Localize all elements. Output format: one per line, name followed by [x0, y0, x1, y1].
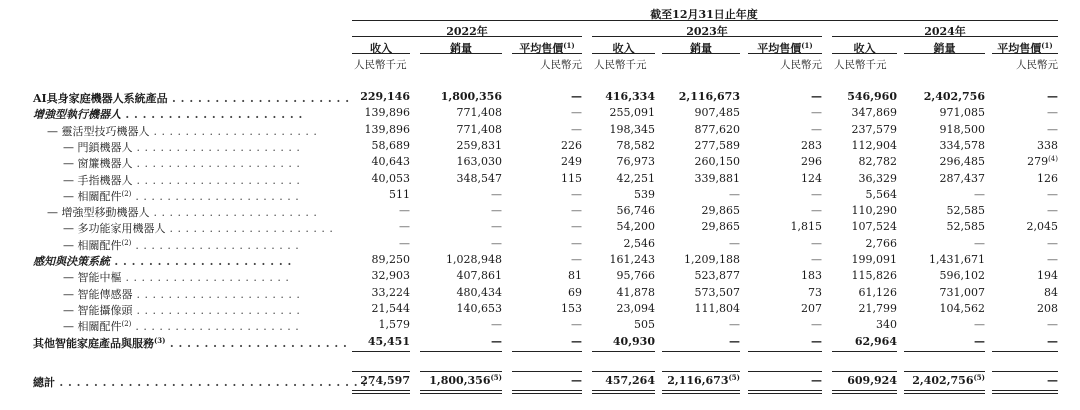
table-cell: 54,200 — [616, 220, 655, 233]
leader-dots: . . . . . . . . . . . . . . . . . . . . . — [149, 125, 318, 138]
table-cell: — — [491, 220, 502, 233]
table-cell: 2,116,673 — [678, 90, 740, 103]
leader-dots: . . . . . . . . . . . . . . . . . . . . . — [131, 190, 300, 203]
leader-dots: . . . . . . . . . . . . . . . . . . . . . — [149, 206, 318, 219]
leader-dots: . . . . . . . . . . . . . . . . . . . . . — [121, 271, 290, 284]
table-cell: 33,224 — [371, 286, 410, 299]
year-rule — [832, 36, 1058, 37]
table-cell: 1,028,948 — [446, 253, 502, 266]
table-cell: 283 — [801, 139, 822, 152]
column-rule — [904, 53, 985, 54]
table-cell: 771,408 — [456, 106, 502, 119]
column-header: 收入 — [853, 42, 876, 55]
table-cell: — — [571, 90, 582, 103]
column-rule — [592, 53, 655, 54]
table-cell: — — [974, 237, 985, 250]
row-label — [33, 155, 338, 171]
table-cell: 183 — [801, 269, 822, 282]
leader-dots: . . . . . . . . . . . . . . . . . . . . . — [165, 222, 334, 235]
total-cell: — — [571, 374, 582, 387]
table-cell: 115 — [561, 172, 582, 185]
subtotal-rule — [832, 351, 897, 352]
table-cell: — — [729, 237, 740, 250]
table-cell: 52,585 — [946, 204, 985, 217]
table-cell: 199,091 — [851, 253, 897, 266]
table-cell: — — [811, 204, 822, 217]
total-cell: — — [811, 374, 822, 387]
table-cell: 40,930 — [612, 335, 655, 348]
leader-dots: . . . . . . . . . . . . . . . . . . . . . — [167, 92, 350, 105]
table-cell: 42,251 — [616, 172, 655, 185]
row-label — [33, 237, 338, 253]
table-cell: 21,544 — [371, 302, 410, 315]
total-double-rule — [592, 390, 655, 394]
table-cell: — — [811, 90, 822, 103]
table-cell: 340 — [876, 318, 897, 331]
total-top-rule — [832, 371, 897, 372]
unit-label: 人民幣元 — [1016, 59, 1058, 71]
row-label-text: — 智能中樞 — [63, 271, 122, 284]
row-label — [33, 106, 338, 122]
year-header: 2022年 — [446, 25, 488, 38]
column-header: 平均售價$^{(1)}$ — [519, 41, 575, 55]
table-cell: — — [491, 237, 502, 250]
column-rule — [352, 53, 410, 54]
unit-label: 人民幣元 — [540, 59, 582, 71]
subtotal-rule — [748, 351, 822, 352]
table-cell: — — [729, 318, 740, 331]
table-cell: 23,094 — [616, 302, 655, 315]
table-cell: 52,585 — [946, 220, 985, 233]
row-label — [33, 302, 338, 318]
row-label-text: — 相關配件$^{(2)}$ — [63, 190, 132, 203]
column-header: 收入 — [612, 42, 635, 55]
row-label — [33, 318, 338, 334]
table-cell: — — [811, 106, 822, 119]
table-cell: 511 — [389, 188, 410, 201]
table-cell: 2,766 — [865, 237, 897, 250]
table-cell: — — [571, 318, 582, 331]
table-cell: 1,579 — [378, 318, 410, 331]
column-rule — [992, 53, 1058, 54]
table-cell: 41,878 — [616, 286, 655, 299]
total-double-rule — [352, 390, 410, 394]
total-double-rule — [904, 390, 985, 394]
table-cell: — — [811, 318, 822, 331]
subtotal-rule — [352, 351, 410, 352]
unit-label: 人民幣千元 — [354, 59, 407, 71]
table-cell: 347,869 — [851, 106, 897, 119]
table-cell: — — [811, 188, 822, 201]
row-label — [33, 123, 338, 139]
column-header: 銷量 — [933, 42, 956, 55]
leader-dots: . . . . . . . . . . . . . . . . . . . . . . . . . . . . . . . . . . . . . — [55, 376, 376, 389]
total-top-rule — [904, 371, 985, 372]
table-cell: 107,524 — [851, 220, 897, 233]
table-cell: 112,904 — [851, 139, 897, 152]
row-label-text: 感知與決策系統 — [33, 255, 110, 268]
row-label-text: — 窗簾機器人 — [63, 157, 133, 170]
column-rule — [832, 53, 897, 54]
table-cell: 139,896 — [364, 123, 410, 136]
year-header: 2023年 — [686, 25, 728, 38]
table-cell: 279$^{(4)}$ — [1027, 155, 1058, 168]
table-cell: 126 — [1037, 172, 1058, 185]
table-cell: 69 — [568, 286, 582, 299]
row-label — [33, 335, 348, 351]
row-label-text: 其他智能家庭產品與服務$^{(3)}$ — [33, 336, 166, 350]
table-cell: 115,826 — [851, 269, 897, 282]
total-top-rule — [512, 371, 582, 372]
leader-dots: . . . . . . . . . . . . . . . . . . . . . — [132, 141, 301, 154]
table-cell: 523,877 — [694, 269, 740, 282]
table-cell: 407,861 — [456, 269, 502, 282]
table-cell: 76,973 — [616, 155, 655, 168]
total-top-rule — [352, 371, 410, 372]
row-label — [33, 188, 338, 204]
table-cell: — — [571, 106, 582, 119]
table-cell: 29,865 — [701, 204, 740, 217]
total-cell: 2,116,673$^{(5)}$ — [667, 373, 740, 387]
column-header: 平均售價$^{(1)}$ — [997, 41, 1053, 55]
table-cell: 124 — [801, 172, 822, 185]
table-cell: — — [974, 188, 985, 201]
row-label-text: AI具身家庭機器人系統產品 — [33, 92, 168, 105]
table-cell: 81 — [568, 269, 582, 282]
table-cell: — — [811, 253, 822, 266]
table-cell: 229,146 — [360, 90, 410, 103]
row-label-text: — 多功能家用機器人 — [63, 222, 166, 235]
table-cell: 194 — [1037, 269, 1058, 282]
table-cell: 596,102 — [939, 269, 985, 282]
table-cell: — — [399, 220, 410, 233]
table-cell: — — [571, 335, 582, 348]
row-label — [33, 269, 338, 285]
table-cell: 226 — [561, 139, 582, 152]
total-top-rule — [420, 371, 502, 372]
table-cell: 1,800,356 — [440, 90, 502, 103]
subtotal-rule — [904, 351, 985, 352]
table-cell: — — [1047, 123, 1058, 136]
table-cell: — — [399, 237, 410, 250]
table-cell: — — [1047, 106, 1058, 119]
total-double-rule — [512, 390, 582, 394]
table-cell: 546,960 — [847, 90, 897, 103]
table-cell: 40,053 — [371, 172, 410, 185]
table-cell: — — [571, 237, 582, 250]
table-cell: 573,507 — [694, 286, 740, 299]
total-cell: 274,597 — [360, 374, 410, 387]
table-cell: — — [491, 188, 502, 201]
table-cell: 277,589 — [694, 139, 740, 152]
table-cell: 56,746 — [616, 204, 655, 217]
table-cell: 771,408 — [456, 123, 502, 136]
table-cell: 140,653 — [456, 302, 502, 315]
row-label-text: — 門鎖機器人 — [63, 141, 133, 154]
unit-label: 人民幣千元 — [834, 59, 887, 71]
column-header: 平均售價$^{(1)}$ — [757, 41, 813, 55]
total-cell: 609,924 — [847, 374, 897, 387]
row-label-text: 增強型執行機器人 — [33, 108, 121, 121]
column-rule — [420, 53, 502, 54]
table-cell: 207 — [801, 302, 822, 315]
total-top-rule — [662, 371, 740, 372]
table-cell: — — [571, 253, 582, 266]
row-label — [33, 139, 338, 155]
table-cell: — — [491, 318, 502, 331]
table-cell: 237,579 — [851, 123, 897, 136]
column-rule — [512, 53, 582, 54]
table-cell: 36,329 — [858, 172, 897, 185]
total-label-text: 總計 — [33, 376, 55, 389]
column-rule — [662, 53, 740, 54]
table-cell: 2,546 — [623, 237, 655, 250]
row-label-text: — 智能攝像頭 — [63, 304, 133, 317]
table-cell: 1,431,671 — [929, 253, 985, 266]
subtotal-rule — [992, 351, 1058, 352]
table-cell: 505 — [634, 318, 655, 331]
table-cell: — — [1047, 90, 1058, 103]
table-cell: 21,799 — [858, 302, 897, 315]
table-cell: 338 — [1037, 139, 1058, 152]
leader-dots: . . . . . . . . . . . . . . . . . . . . . — [131, 239, 300, 252]
table-cell: 348,547 — [456, 172, 502, 185]
leader-dots: . . . . . . . . . . . . . . . . . . . . . — [132, 288, 301, 301]
table-cell: 249 — [561, 155, 582, 168]
total-top-rule — [992, 371, 1058, 372]
table-cell: 45,451 — [367, 335, 410, 348]
column-header: 銷量 — [690, 42, 712, 55]
unit-label: 人民幣千元 — [594, 59, 647, 71]
table-cell: — — [571, 204, 582, 217]
row-label-text: — 相關配件$^{(2)}$ — [63, 320, 132, 333]
table-cell: 95,766 — [616, 269, 655, 282]
table-cell: 161,243 — [609, 253, 655, 266]
table-cell: 255,091 — [609, 106, 655, 119]
table-cell: 731,007 — [939, 286, 985, 299]
table-cell: 198,345 — [609, 123, 655, 136]
table-cell: — — [1047, 204, 1058, 217]
row-label-text: — 手指機器人 — [63, 174, 133, 187]
table-cell: — — [491, 335, 502, 348]
leader-dots: . . . . . . . . . . . . . . . . . . . . . — [165, 337, 348, 350]
table-cell: — — [571, 220, 582, 233]
table-cell: 78,582 — [616, 139, 655, 152]
total-double-rule — [832, 390, 897, 394]
leader-dots: . . . . . . . . . . . . . . . . . . . . . — [132, 157, 301, 170]
table-cell: 208 — [1037, 302, 1058, 315]
subtotal-rule — [592, 351, 655, 352]
table-cell: — — [1047, 253, 1058, 266]
table-cell: 29,865 — [701, 220, 740, 233]
table-cell: 2,045 — [1026, 220, 1058, 233]
table-cell: 58,689 — [371, 139, 410, 152]
table-cell: — — [491, 204, 502, 217]
leader-dots: . . . . . . . . . . . . . . . . . . . . . — [132, 174, 301, 187]
table-cell: 296 — [801, 155, 822, 168]
table-cell: 539 — [634, 188, 655, 201]
title-rule — [352, 20, 1058, 21]
table-cell: 111,804 — [694, 302, 740, 315]
table-cell: 139,896 — [364, 106, 410, 119]
row-label-text: — 智能傳感器 — [63, 288, 133, 301]
total-double-rule — [748, 390, 822, 394]
table-cell: 416,334 — [605, 90, 655, 103]
row-label-text: — 相關配件$^{(2)}$ — [63, 239, 132, 252]
subtotal-rule — [420, 351, 502, 352]
table-cell: 153 — [561, 302, 582, 315]
table-cell: 259,831 — [456, 139, 502, 152]
total-top-rule — [748, 371, 822, 372]
unit-label: 人民幣元 — [780, 59, 822, 71]
table-cell: 334,578 — [939, 139, 985, 152]
table-cell: — — [811, 123, 822, 136]
table-cell: 104,562 — [939, 302, 985, 315]
row-label — [33, 172, 338, 188]
table-cell: 296,485 — [939, 155, 985, 168]
total-top-rule — [592, 371, 655, 372]
year-rule — [352, 36, 582, 37]
table-cell: — — [399, 204, 410, 217]
total-label — [33, 374, 376, 390]
table-cell: 32,903 — [371, 269, 410, 282]
table-cell: 73 — [808, 286, 822, 299]
total-double-rule — [420, 390, 502, 394]
row-label-text: — 靈活型技巧機器人 — [47, 125, 150, 138]
row-label-text: — 增強型移動機器人 — [47, 206, 150, 219]
table-cell: — — [571, 123, 582, 136]
table-cell: — — [571, 188, 582, 201]
subtotal-rule — [662, 351, 740, 352]
row-label — [33, 204, 338, 220]
table-cell: 287,437 — [939, 172, 985, 185]
table-cell: 40,643 — [371, 155, 410, 168]
total-cell: 2,402,756$^{(5)}$ — [912, 373, 985, 387]
table-cell: 89,250 — [371, 253, 410, 266]
table-cell: — — [974, 318, 985, 331]
table-cell: — — [1047, 237, 1058, 250]
table-cell: 110,290 — [851, 204, 897, 217]
table-cell: — — [974, 335, 985, 348]
table-cell: 1,209,188 — [684, 253, 740, 266]
table-cell: 260,150 — [694, 155, 740, 168]
table-cell: — — [1047, 318, 1058, 331]
total-double-rule — [662, 390, 740, 394]
row-label — [33, 90, 350, 106]
table-cell: — — [1047, 335, 1058, 348]
year-header: 2024年 — [924, 25, 966, 38]
table-cell: — — [729, 335, 740, 348]
table-cell: — — [811, 237, 822, 250]
table-cell: — — [729, 188, 740, 201]
table-cell: 163,030 — [456, 155, 502, 168]
table-cell: 82,782 — [858, 155, 897, 168]
table-cell: — — [1047, 188, 1058, 201]
table-cell: 877,620 — [694, 123, 740, 136]
leader-dots: . . . . . . . . . . . . . . . . . . . . . — [131, 320, 300, 333]
table-cell: 918,500 — [939, 123, 985, 136]
table-cell: — — [811, 335, 822, 348]
table-title: 截至12月31日止年度 — [650, 8, 758, 21]
table-cell: 907,485 — [694, 106, 740, 119]
table-cell: 2,402,756 — [923, 90, 985, 103]
table-cell: 62,964 — [854, 335, 897, 348]
table-cell: 971,085 — [939, 106, 985, 119]
row-label — [33, 253, 338, 269]
table-cell: 5,564 — [865, 188, 897, 201]
leader-dots: . . . . . . . . . . . . . . . . . . . . . — [121, 108, 303, 121]
column-rule — [748, 53, 822, 54]
leader-dots: . . . . . . . . . . . . . . . . . . . . . — [110, 255, 292, 268]
leader-dots: . . . . . . . . . . . . . . . . . . . . . — [132, 304, 301, 317]
subtotal-rule — [512, 351, 582, 352]
table-cell: 480,434 — [456, 286, 502, 299]
row-label — [33, 220, 338, 236]
table-cell: 339,881 — [694, 172, 740, 185]
year-rule — [592, 36, 822, 37]
table-cell: 61,126 — [858, 286, 897, 299]
table-cell: 1,815 — [790, 220, 822, 233]
total-cell: 1,800,356$^{(5)}$ — [429, 373, 502, 387]
row-label — [33, 286, 338, 302]
total-double-rule — [992, 390, 1058, 394]
column-header: 收入 — [370, 42, 392, 55]
table-cell: 84 — [1044, 286, 1058, 299]
total-cell: 457,264 — [605, 374, 655, 387]
column-header: 銷量 — [450, 42, 472, 55]
total-cell: — — [1047, 374, 1058, 387]
